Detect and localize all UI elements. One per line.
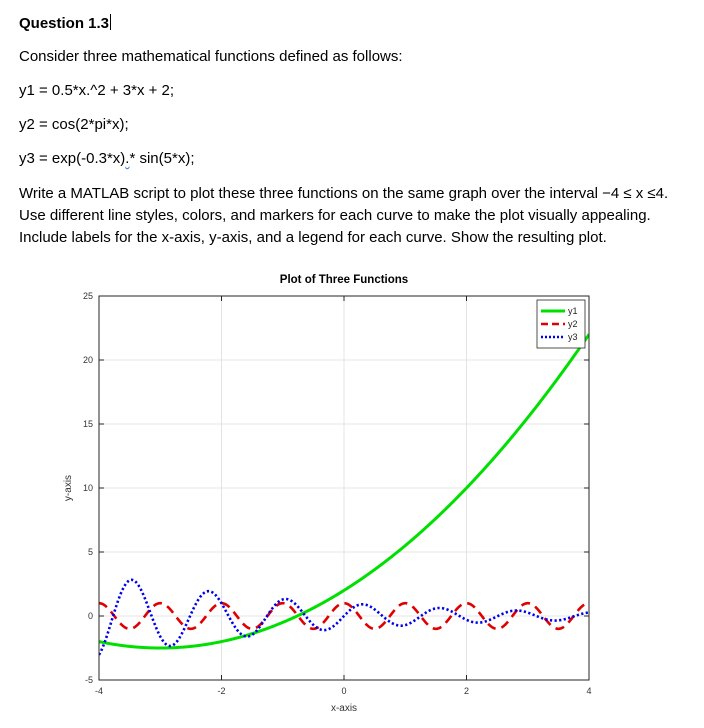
y-tick-label: 25 — [82, 291, 93, 301]
x-tick-label: -4 — [94, 686, 104, 696]
y-axis-label: y-axis — [63, 474, 74, 502]
legend-label: y2 — [568, 319, 578, 329]
task-paragraph — [19, 183, 689, 249]
y-tick-label: 0 — [87, 611, 93, 621]
task-line: Use different line styles, colors, and markers for each curve to make the plot visually appealing. — [19, 207, 651, 224]
question-intro: Consider three mathematical functions defined as follows: — [19, 48, 403, 65]
line-chart — [55, 266, 600, 723]
y-tick-label: 10 — [82, 483, 93, 493]
spellcheck-underline: . — [125, 150, 130, 167]
text-cursor — [110, 14, 111, 30]
chart-title: Plot of Three Functions — [279, 274, 409, 286]
x-tick-label: 2 — [463, 686, 470, 696]
equation-y1: y1 = 0.5*x.^2 + 3*x + 2; — [19, 82, 175, 99]
matlab-figure — [55, 266, 600, 723]
y-tick-label: -5 — [84, 675, 93, 685]
y-tick-label: 15 — [82, 419, 93, 429]
equation-y3: y3 = exp(-0.3*x).* sin(5*x); — [19, 150, 195, 167]
task-line: Write a MATLAB script to plot these three functions on the same graph over the interval −4 ≤ x ≤4. — [19, 185, 669, 202]
legend-label: y1 — [568, 306, 578, 316]
x-axis-label: x-axis — [330, 703, 358, 714]
y-tick-label: 5 — [87, 547, 93, 557]
question-title: Question 1.3 — [19, 15, 110, 32]
x-tick-label: 4 — [586, 686, 592, 696]
legend-label: y3 — [568, 332, 578, 342]
x-tick-label: 0 — [341, 686, 347, 696]
y-tick-label: 20 — [82, 355, 93, 365]
task-line: Include labels for the x-axis, y-axis, and a legend for each curve. Show the resulting plot. — [19, 229, 607, 246]
equation-y2: y2 = cos(2*pi*x); — [19, 116, 129, 133]
x-tick-label: -2 — [217, 686, 226, 696]
